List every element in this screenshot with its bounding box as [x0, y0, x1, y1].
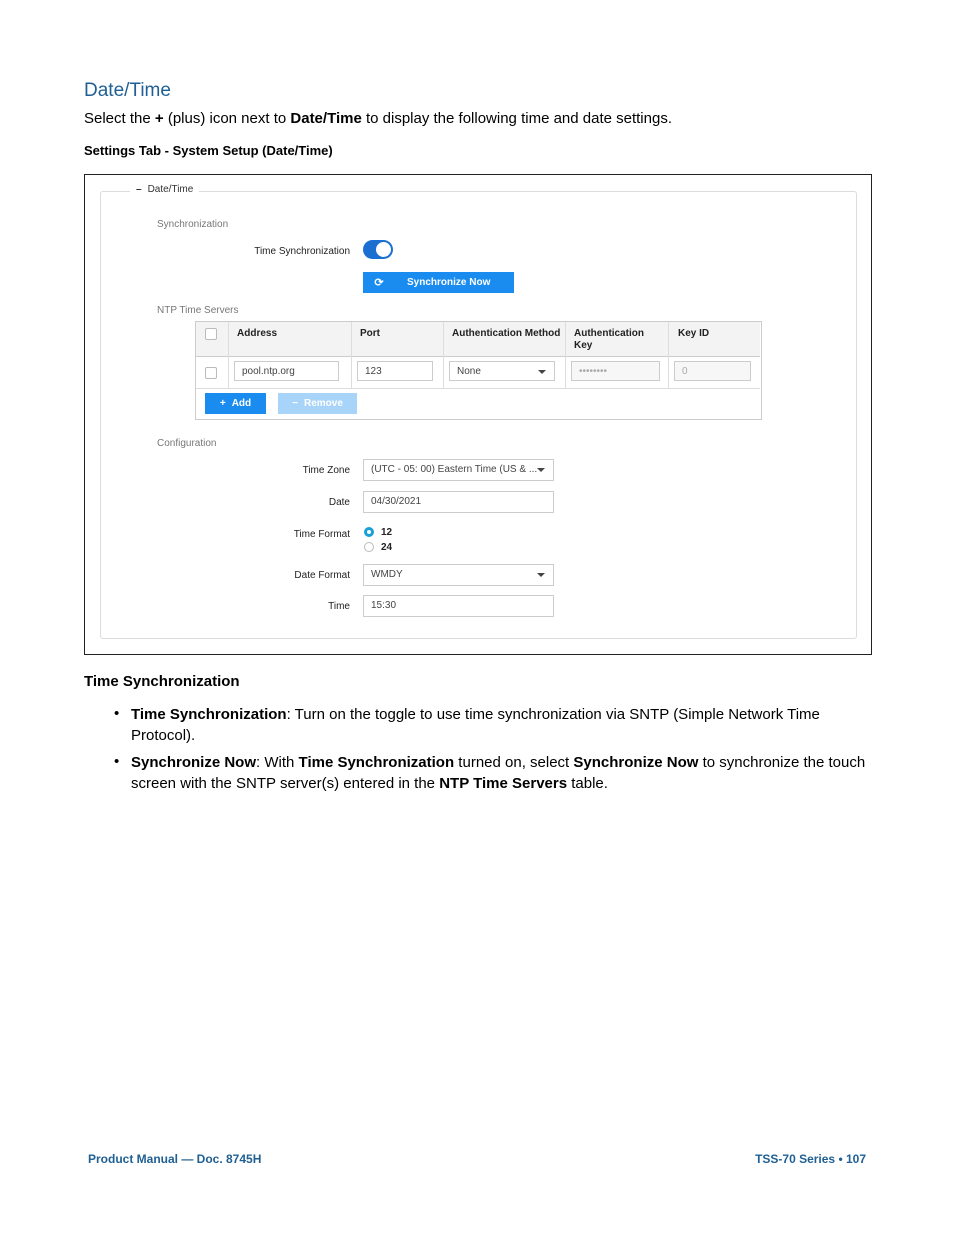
footer-left: Product Manual — Doc. 8745H: [88, 1152, 262, 1166]
bullet-item-1: [131, 704, 866, 746]
intro-paragraph: [84, 110, 672, 127]
collapse-icon[interactable]: –: [136, 184, 142, 195]
synchronize-now-label: Synchronize Now: [407, 277, 491, 288]
time-format-option-24: 24: [381, 542, 393, 553]
configuration-section-title: Configuration: [157, 438, 217, 449]
time-sync-toggle[interactable]: [363, 240, 393, 259]
row-checkbox[interactable]: [205, 367, 217, 379]
address-input[interactable]: pool.ntp.org: [234, 361, 339, 381]
bullet-term: Time Synchronization: [131, 706, 287, 723]
column-divider: [228, 322, 229, 388]
column-divider: [443, 322, 444, 388]
bullet-text: turned on, select: [454, 754, 574, 771]
intro-text-2: (plus) icon next to: [163, 110, 291, 127]
bullet-text: : Turn on the toggle to use time synchronization via SNTP (Simple Network Time Protocol).: [131, 706, 820, 744]
chevron-down-icon: [538, 370, 546, 374]
column-header-port: Port: [360, 328, 380, 339]
bullet-text: table.: [567, 775, 608, 792]
intro-text-3: to display the following time and date settings.: [361, 110, 672, 127]
time-format-label: Time Format: [293, 529, 350, 540]
bullet-term: Time Synchronization: [298, 754, 455, 771]
date-format-value: WMDY: [371, 569, 403, 580]
auth-key-line-2: Key: [574, 340, 593, 351]
auth-method-select[interactable]: [449, 361, 555, 381]
bullet-term: Synchronize Now: [131, 754, 257, 771]
time-zone-value: (UTC - 05: 00) Eastern Time (US & ...: [371, 464, 538, 475]
column-header-auth-method: Authentication Method: [452, 328, 561, 339]
time-zone-label: Time Zone: [302, 465, 350, 476]
plus-glyph: +: [154, 110, 164, 127]
port-input[interactable]: 123: [357, 361, 433, 381]
date-label: Date: [328, 497, 350, 508]
datetime-legend[interactable]: [130, 184, 199, 195]
row-divider: [196, 388, 760, 389]
chevron-down-icon: [537, 573, 545, 577]
column-header-auth-key: [574, 328, 644, 352]
refresh-icon: ⟳: [374, 277, 384, 289]
figure-caption: Settings Tab - System Setup (Date/Time): [84, 143, 333, 158]
plus-icon: +: [219, 398, 226, 409]
intro-target: Date/Time: [290, 110, 362, 127]
bullet-glyph: •: [114, 753, 120, 770]
intro-text-1: Select the: [84, 110, 155, 127]
column-header-address: Address: [237, 328, 278, 339]
time-input[interactable]: 15:30: [363, 595, 554, 617]
auth-key-line-1: Authentication: [574, 328, 644, 339]
add-label: Add: [231, 398, 252, 409]
synchronization-section-title: Synchronization: [157, 219, 229, 230]
date-format-label: Date Format: [294, 570, 350, 581]
footer-right: TSS-70 Series • 107: [755, 1152, 866, 1166]
column-divider: [351, 322, 352, 388]
auth-method-value: None: [457, 366, 481, 377]
ntp-section-title: NTP Time Servers: [157, 305, 239, 316]
date-format-select[interactable]: [363, 564, 554, 586]
toggle-knob: [376, 242, 391, 257]
column-divider: [565, 322, 566, 388]
synchronize-now-button[interactable]: [363, 272, 514, 293]
time-sync-label: Time Synchronization: [254, 246, 350, 257]
auth-key-input[interactable]: ••••••••: [571, 361, 660, 381]
key-id-input[interactable]: 0: [674, 361, 751, 381]
bullet-term: NTP Time Servers: [439, 775, 568, 792]
bullet-glyph: •: [114, 705, 120, 722]
date-input[interactable]: 04/30/2021: [363, 491, 554, 513]
bullet-text: : With: [256, 754, 299, 771]
section-heading: Time Synchronization: [84, 673, 240, 690]
time-zone-select[interactable]: [363, 459, 554, 481]
time-format-radio-24[interactable]: [364, 542, 374, 552]
select-all-checkbox[interactable]: [205, 328, 217, 340]
remove-label: Remove: [303, 398, 343, 409]
column-header-key-id: Key ID: [678, 328, 710, 339]
column-divider: [668, 322, 669, 388]
add-button[interactable]: [205, 393, 266, 414]
bullet-text: to synchronize the touch screen with the SNTP server(s) entered in the: [131, 754, 866, 792]
bullet-term: Synchronize Now: [573, 754, 699, 771]
chevron-down-icon: [537, 468, 545, 472]
bullet-item-2: [131, 752, 866, 794]
time-format-radio-12[interactable]: [364, 527, 374, 537]
minus-icon: −: [292, 398, 298, 409]
time-label: Time: [328, 601, 350, 612]
page-heading: Date/Time: [84, 80, 171, 101]
legend-label: Date/Time: [147, 184, 194, 195]
time-format-option-12: 12: [381, 527, 393, 538]
remove-button[interactable]: [278, 393, 357, 414]
